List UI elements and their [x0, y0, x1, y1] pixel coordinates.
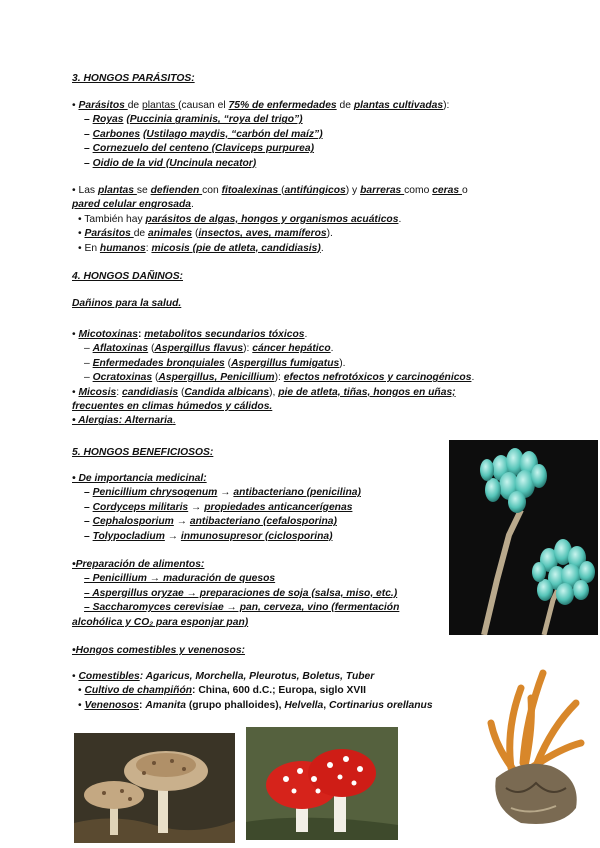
- text: ):: [243, 343, 253, 355]
- text: (: [152, 372, 159, 384]
- text: ) y: [345, 185, 361, 196]
- dash: –: [84, 128, 93, 140]
- food-aspergillus: – Aspergillus oryzae → preparaciones de soja (salsa, miso, etc.): [84, 587, 398, 599]
- sub-carbones: [72, 128, 449, 142]
- text: (: [281, 185, 285, 196]
- bullet: •: [78, 699, 85, 711]
- term: cáncer hepático: [252, 343, 331, 355]
- arrow: →: [217, 487, 234, 499]
- cordyceps-illustration: [481, 648, 594, 831]
- sub-aflatoxinas: [72, 342, 474, 356]
- arrow: →: [164, 530, 181, 542]
- edible-title: •Hongos comestibles y venenosos:: [72, 645, 245, 656]
- term: Carbones: [92, 128, 141, 140]
- text: .: [330, 343, 334, 355]
- dash: –: [84, 516, 93, 528]
- term: Aflatoxinas: [92, 343, 149, 355]
- text: ).: [326, 228, 333, 240]
- parasites-algae-line: [72, 213, 468, 227]
- term-parasitos: Parásitos: [78, 100, 128, 111]
- cordyceps-photo: [481, 648, 594, 831]
- term: Micotoxinas: [78, 329, 138, 340]
- dash: –: [84, 372, 93, 384]
- dash: –: [84, 157, 93, 169]
- section-4-subtitle-wrap: [72, 297, 181, 311]
- term: Enfermedades bronquiales: [92, 357, 225, 369]
- term: Cultivo de champiñón: [84, 685, 193, 697]
- sub-ocratoxinas: [72, 371, 474, 385]
- plant-defense-line-2: [72, 198, 468, 212]
- text: .: [191, 199, 194, 211]
- term: Oidio de la vid (Uncinula necator): [92, 157, 257, 169]
- term: candidiasis: [121, 386, 179, 398]
- term: pared celular engrosada: [72, 199, 192, 211]
- med-tolypocladium: [72, 530, 361, 544]
- sub-royas: [72, 113, 449, 127]
- text: con: [202, 185, 222, 196]
- text: :: [145, 242, 152, 254]
- term: Cephalosporium: [92, 516, 174, 528]
- term: propiedades anticancerígenas: [204, 501, 353, 513]
- micotoxinas-line: [72, 328, 474, 342]
- term: insectos, aves, mamíferos: [198, 228, 327, 240]
- term-plantas: plantas: [142, 100, 179, 111]
- parasites-animals-line: [72, 227, 468, 241]
- text: (: [123, 114, 130, 126]
- section-5-title: 5. HONGOS BENEFICIOSOS:: [72, 447, 214, 458]
- text: .: [398, 213, 402, 225]
- text: de: [133, 228, 149, 240]
- term: Alternaria: [124, 415, 173, 427]
- dash: –: [84, 343, 93, 355]
- text: ).: [339, 357, 346, 369]
- text: :: [116, 386, 122, 398]
- med-cephalosporium: [72, 515, 361, 529]
- penicillium-illustration: [449, 440, 598, 635]
- term-75: 75% de enfermedades: [228, 100, 337, 111]
- micosis-line-2: frecuentes en climas húmedos y cálidos.: [72, 401, 273, 413]
- section-3: [72, 72, 195, 86]
- parasol-mushroom-illustration: [74, 733, 235, 843]
- term: Helvella: [284, 699, 324, 711]
- medicinal-block: [72, 472, 361, 544]
- section-3-body: [72, 99, 449, 171]
- text: (: [224, 357, 232, 369]
- edible-list: [72, 670, 433, 713]
- term: Micosis: [78, 386, 117, 398]
- food-title: •Preparación de alimentos:: [72, 559, 205, 570]
- text: de: [336, 100, 354, 111]
- food-penicillium: – Penicillium → maduración de quesos: [84, 573, 276, 585]
- term: plantas: [97, 185, 137, 196]
- term: pie de atleta, tiñas, hongos en uñas;: [278, 386, 456, 398]
- text: (: [148, 343, 155, 355]
- term: Comestibles: [78, 671, 140, 682]
- text: : China, 600 d.C.; Europa, siglo XVII: [192, 685, 366, 697]
- term: micosis (pie de atleta, candidiasis): [151, 242, 321, 254]
- term: Cornezuelo del centeno (Claviceps purpurea): [92, 143, 315, 155]
- food-saccharomyces-cont: alcohólica y CO₂ para esponjar pan): [72, 616, 249, 628]
- dash: –: [84, 357, 93, 369]
- bullet: •: [72, 386, 79, 398]
- plant-defense: [72, 184, 468, 256]
- text: ):: [274, 372, 284, 384]
- text: .: [471, 372, 475, 384]
- term: Aspergillus fumigatus: [231, 357, 340, 369]
- section-4-title: 4. HONGOS DAÑINOS:: [72, 271, 183, 282]
- term: Tolypocladium: [92, 530, 165, 542]
- term: antifúngicos: [284, 185, 346, 196]
- text: •: [78, 228, 85, 240]
- arrow: →: [188, 501, 205, 513]
- term: Puccinia graminis, “roya del trigo”): [129, 114, 303, 126]
- micosis-line: [72, 386, 474, 400]
- section-4-subtitle: Dañinos para la salud.: [72, 298, 182, 309]
- bullet: •: [72, 671, 79, 682]
- penicillium-photo: [449, 440, 598, 635]
- term: defienden: [150, 185, 203, 196]
- humans-line: [72, 242, 468, 256]
- text: como: [404, 185, 433, 196]
- term: parásitos de algas, hongos y organismos acuáticos: [145, 213, 399, 225]
- text: • En: [78, 242, 100, 254]
- food-block: [72, 558, 399, 630]
- arrow: →: [173, 516, 190, 528]
- term: fitoalexinas: [221, 185, 282, 196]
- term: animales: [148, 228, 193, 240]
- text: ),: [269, 386, 279, 398]
- dash: –: [84, 114, 93, 126]
- term: Amanita: [145, 699, 186, 711]
- edible-block: [72, 644, 245, 658]
- parasol-mushroom-photo: [74, 733, 235, 843]
- text: .: [172, 415, 176, 427]
- term: ceras: [432, 185, 462, 196]
- term: Aspergillus, Penicillium: [158, 372, 275, 384]
- bullet: •: [78, 685, 85, 697]
- term: Cordyceps militaris: [92, 501, 189, 513]
- text: (: [178, 386, 185, 398]
- text: (grupo phalloides),: [185, 699, 285, 711]
- text: (: [140, 128, 147, 140]
- text: ):: [443, 100, 450, 111]
- edible-cultivo: [72, 684, 433, 698]
- term: Penicillium chrysogenum: [92, 487, 218, 499]
- edible-comestibles: [72, 670, 433, 684]
- term: efectos nefrotóxicos y carcinogénicos: [283, 372, 472, 384]
- term: Ocratoxinas: [92, 372, 153, 384]
- bullet: •: [72, 329, 79, 340]
- dash: –: [84, 530, 93, 542]
- amanita-photo: [246, 727, 398, 840]
- amanita-illustration: [246, 727, 398, 840]
- term: Parásitos: [84, 228, 134, 240]
- sub-bronquiales: [72, 357, 474, 371]
- bullet: •: [72, 100, 79, 111]
- section-4: [72, 270, 183, 284]
- plant-defense-line-1: [72, 184, 468, 198]
- term: Aspergillus flavus: [154, 343, 244, 355]
- text: o: [461, 185, 468, 196]
- dash: –: [84, 143, 93, 155]
- term: antibacteriano (penicilina): [233, 487, 361, 499]
- term: Royas: [92, 114, 124, 126]
- text: .: [320, 242, 324, 254]
- term: metabolitos secundarios tóxicos: [144, 329, 305, 340]
- medicinal-title: • De importancia medicinal:: [72, 473, 207, 484]
- text: :: [139, 699, 146, 711]
- text: • Alergias:: [72, 415, 125, 427]
- term: Ustilago maydis, “carbón del maíz”): [146, 128, 323, 140]
- med-penicillium: [72, 486, 361, 500]
- section-4-body: [72, 328, 474, 429]
- text: .: [304, 329, 308, 340]
- term: Venenosos: [84, 699, 140, 711]
- parasites-plants-line: [72, 99, 449, 113]
- alergias-line: [72, 414, 474, 428]
- text: (: [192, 228, 199, 240]
- section-3-title: 3. HONGOS PARÁSITOS:: [72, 73, 195, 84]
- dash: –: [84, 487, 93, 499]
- term: barreras: [360, 185, 405, 196]
- term: inmunosupresor (ciclosporina): [180, 530, 333, 542]
- edible-venenosos: [72, 699, 433, 713]
- text: : Agaricus, Morchella, Pleurotus, Boletus, Tuber: [139, 671, 375, 682]
- term-cultivadas: plantas cultivadas: [353, 100, 444, 111]
- med-cordyceps: [72, 501, 361, 515]
- text: • También hay: [78, 213, 146, 225]
- term: Cortinarius orellanus: [329, 699, 433, 711]
- text: se: [136, 185, 151, 196]
- text: ,: [323, 699, 330, 711]
- sub-cornezuelo: [72, 142, 449, 156]
- text: (causan el: [178, 100, 229, 111]
- text: :: [137, 329, 145, 340]
- dash: –: [84, 501, 93, 513]
- term: Candida albicans: [184, 386, 270, 398]
- section-5: [72, 446, 213, 460]
- food-saccharomyces: – Saccharomyces cerevisiae → pan, cerveza, vino (fermentación: [84, 602, 400, 614]
- sub-oidio: [72, 157, 449, 171]
- term: antibacteriano (cefalosporina): [189, 516, 337, 528]
- text: • Las: [72, 185, 98, 196]
- term: humanos: [99, 242, 146, 254]
- text: de: [127, 100, 143, 111]
